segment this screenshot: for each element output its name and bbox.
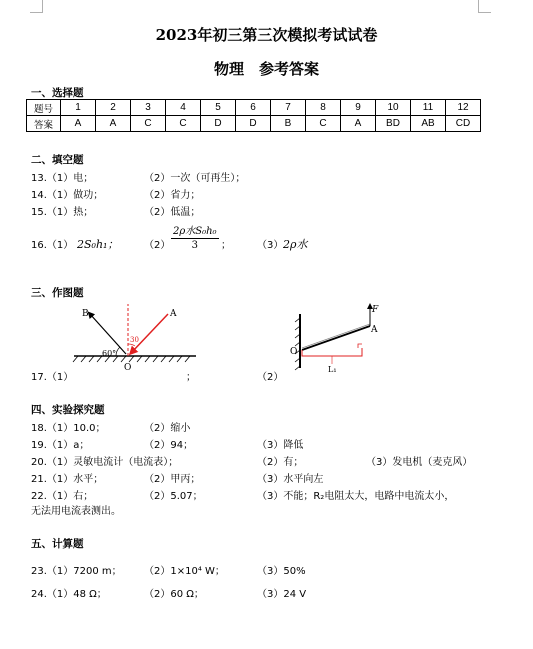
table-cell: D (236, 116, 271, 132)
table-cell: A (61, 116, 96, 132)
question-number: 23.（1）7200 m； (31, 566, 122, 577)
answer-part: （3）不能；R₂电阻太大，电路中电流太小， (257, 491, 455, 502)
right-angle-mark (358, 344, 362, 348)
answer-part: （3）发电机（麦克风） (366, 457, 473, 468)
table-cell: B (271, 116, 306, 132)
label-b: B (82, 309, 89, 319)
answer-part-label: （3） (257, 240, 284, 251)
page-title: 2023年初三第三次模拟考试试卷 (155, 26, 378, 44)
answer-part: （2）省力； (144, 190, 201, 201)
angle-arc (116, 347, 120, 356)
table-cell: D (201, 116, 236, 132)
table-cell: 3 (131, 100, 166, 116)
table-cell: C (131, 116, 166, 132)
choice-answer-table (26, 99, 481, 132)
table-cell: 10 (376, 100, 411, 116)
fraction (171, 222, 219, 251)
lever-diagram (282, 302, 392, 374)
table-cell: 8 (306, 100, 341, 116)
table-cell: 11 (411, 100, 446, 116)
table-cell: 7 (271, 100, 306, 116)
section-heading-choice: 一、选择题 (31, 87, 84, 99)
table-cell: BD (376, 116, 411, 132)
question-number: 14.（1）做功； (31, 190, 104, 201)
table-cell: A (341, 116, 376, 132)
separator: ； (221, 240, 231, 251)
separator: ； (186, 372, 196, 383)
answer-part-label: （2） (257, 372, 284, 383)
label-a: A (371, 325, 378, 335)
section-heading-calculation: 五、计算题 (31, 538, 84, 550)
label-angle-60: 60° (102, 349, 117, 358)
table-cell: C (306, 116, 341, 132)
answer-part: （3）水平向左 (257, 474, 324, 485)
answer-part: （3）50% (257, 566, 306, 577)
table-cell: AB (411, 116, 446, 132)
answer-part: （2）5.07； (144, 491, 203, 502)
table-cell: 12 (446, 100, 481, 116)
label-f: F (372, 305, 379, 315)
table-header-cell: 题号 (27, 100, 61, 116)
section-heading-fill: 二、填空题 (31, 154, 84, 166)
table-cell: 4 (166, 100, 201, 116)
answer-part: 2ρ水 (283, 238, 308, 251)
fraction-numerator: 2ρ水S₀h₀ (171, 222, 219, 239)
answer-part: （3）降低 (257, 440, 304, 451)
answer-part: （2）94； (144, 440, 194, 451)
table-cell: A (96, 116, 131, 132)
table-cell: C (166, 116, 201, 132)
label-o: O (290, 347, 298, 357)
label-angle-30: 30 (130, 336, 139, 344)
label-o: O (124, 363, 132, 372)
answer-part: （2）有； (257, 457, 304, 468)
answer-continuation: 无法用电流表测出。 (31, 506, 121, 517)
question-number: 13.（1）电； (31, 173, 94, 184)
crop-mark-left (30, 0, 43, 13)
incident-ray (132, 314, 168, 352)
question-number: 21.（1）水平； (31, 474, 104, 485)
table-cell: 1 (61, 100, 96, 116)
question-number: 18.（1）10.0； (31, 423, 106, 434)
fraction-denominator: 3 (191, 240, 198, 251)
table-header-cell: 答案 (27, 116, 61, 132)
label-a: A (170, 309, 177, 319)
table-cell: 2 (96, 100, 131, 116)
table-cell: 9 (341, 100, 376, 116)
answer-part: （2）缩小 (144, 423, 191, 434)
answer-part: （2）1×10⁴ W； (144, 566, 225, 577)
question-number: 16.（1） (31, 240, 74, 251)
answer-part: （2）60 Ω； (144, 589, 204, 600)
reflection-diagram (60, 300, 210, 372)
answer-part: （2）低温； (144, 207, 201, 218)
force-arm (302, 348, 362, 356)
table-cell: 6 (236, 100, 271, 116)
answer-part: 2S₀h₁； (77, 238, 119, 251)
table-row-numbers (27, 100, 481, 116)
crop-mark-right (478, 0, 491, 13)
table-cell: 5 (201, 100, 236, 116)
mirror-hatching (73, 356, 190, 362)
table-cell: CD (446, 116, 481, 132)
question-number: 22.（1）右； (31, 491, 94, 502)
lever-bar (302, 326, 370, 350)
answer-part: （2）甲丙； (144, 474, 201, 485)
angle-arc-red (128, 344, 135, 346)
question-number: 20.（1）灵敏电流计（电流表）； (31, 457, 179, 468)
reflected-ray (90, 314, 126, 354)
question-number: 19.（1）a； (31, 440, 90, 451)
page-subtitle: 物理 参考答案 (213, 60, 319, 78)
table-row-answers (27, 116, 481, 132)
label-l1: L₁ (328, 365, 337, 374)
answer-part: （2）一次（可再生）； (144, 173, 246, 184)
question-number: 15.（1）热； (31, 207, 94, 218)
answer-part: （3）24 V (257, 589, 307, 600)
section-heading-experiment: 四、实验探究题 (31, 404, 105, 416)
section-heading-drawing: 三、作图题 (31, 287, 84, 299)
question-number: 24.（1）48 Ω； (31, 589, 107, 600)
question-number: 17.（1） (31, 372, 74, 383)
answer-part-label: （2） (144, 240, 171, 251)
